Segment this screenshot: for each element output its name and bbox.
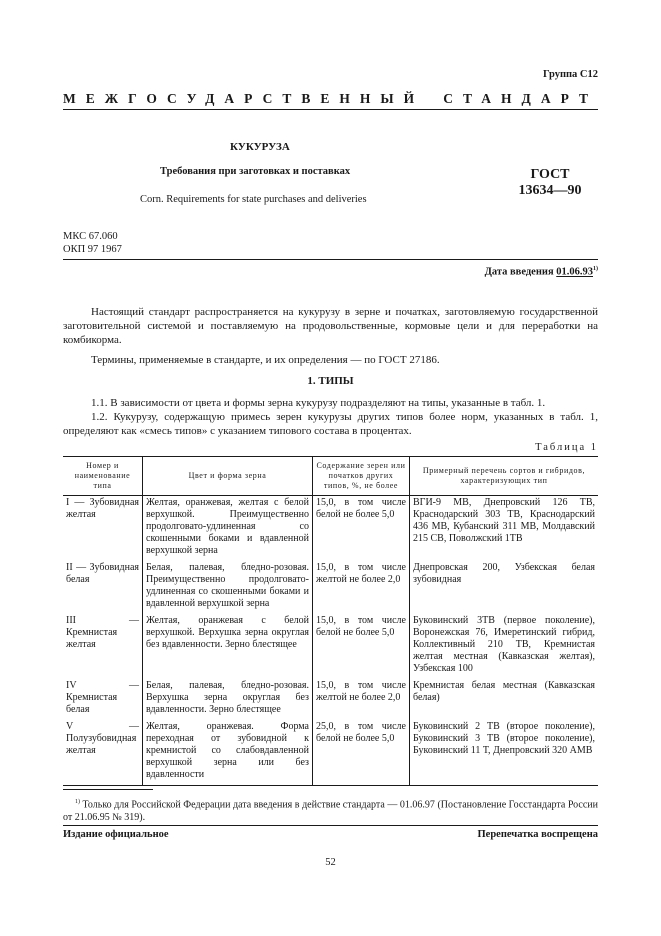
types-table (63, 456, 598, 786)
section-text (63, 396, 598, 438)
cell-varieties: Буковинский 2 ТВ (второе поколение), Буковинский 3 ТВ (второе поколение), Буковинский 11 Т, Днепровский 320 АМВ (410, 720, 599, 786)
classification-codes (63, 230, 122, 256)
cell-color: Белая, палевая, бледно-розовая. Верхушка зерна округлая без вдавленности. Зерно блестящее (143, 679, 313, 720)
cell-type: V — Полузубовидная желтая (63, 720, 143, 786)
footnote-text: Только для Российской Федерации дата введения в действие стандарта — 01.06.97 (Постановление Госстандарта России от 21.06.95 № 319). (63, 799, 598, 824)
date-value: 01.06.93 (556, 266, 593, 278)
codes-divider (63, 259, 598, 260)
date-footnote-mark: 1) (593, 266, 598, 272)
footnote-divider (63, 789, 153, 790)
header-content: Содержание зерен или початков других типов, %, не более (313, 457, 410, 496)
table-caption: Таблица 1 (535, 442, 598, 453)
cell-content: 15,0, в том числе желтой не более 2,0 (313, 561, 410, 614)
edition-label: Издание официальное (63, 829, 169, 840)
cell-type: II — Зубовидная белая (66, 562, 139, 585)
intro-paragraph-1: Настоящий стандарт распространяется на кукурузу в зерне и початках, заготовляемую государственной заготовительной системой и поставляемую на продовольственные, кормовые цели и для переработки на комбикорма. (63, 306, 598, 346)
header-divider (63, 109, 598, 110)
table-row (63, 496, 598, 562)
intro-text (63, 305, 598, 367)
english-title: Corn. Requirements for state purchases and deliveries (140, 194, 367, 205)
header-varieties: Примерный перечень сортов и гибридов, характеризующих тип (410, 457, 599, 496)
cell-content: 15,0, в том числе белой не более 5,0 (313, 614, 410, 679)
reprint-notice: Перепечатка воспрещена (477, 829, 598, 840)
table-row (63, 720, 598, 786)
cell-type: III — Кремнистая желтая (66, 615, 139, 650)
cell-color: Желтая, оранжевая с белой верхушкой. Верхушка зерна округлая без вдавленности. Зерно блестящее (143, 614, 313, 679)
clause-1-2: 1.2. Кукурузу, содержащую примесь зерен кукурузы других типов более норм, указанных в табл. 1, определяют как «смесь типов» с указанием типового состава в процентах. (63, 411, 598, 437)
cell-varieties: Буковинский 3ТВ (первое поколение), Воронежская 76, Имеретинский гибрид, Коллективный 210 ТВ, Кремнистая желтая местная (Кавказская желтая), Узбекская 100 (410, 614, 599, 679)
cell-varieties: ВГИ-9 МВ, Днепровский 126 ТВ, Краснодарский 303 ТВ, Краснодарский 436 МВ, Кубанский 311 МВ, Молдавский 215 СВ, Поволжский 1ТВ (410, 496, 599, 562)
cell-varieties: Днепровская 200, Узбекская белая зубовидная (410, 561, 599, 614)
table-row (63, 679, 598, 720)
cell-type: I — Зубовидная желтая (66, 497, 139, 520)
document-title: КУКУРУЗА (230, 141, 290, 153)
standard-type-word1: МЕЖГОСУДАРСТВЕННЫЙ (63, 91, 425, 106)
cell-content: 15,0, в том числе желтой не более 2,0 (313, 679, 410, 720)
table-header-row (63, 457, 598, 496)
effective-date (485, 266, 598, 278)
page-number: 52 (325, 857, 336, 868)
cell-varieties: Кремнистая белая местная (Кавказская белая) (410, 679, 599, 720)
gost-label: ГОСТ (530, 167, 570, 182)
footnote (63, 796, 598, 824)
cell-content: 15,0, в том числе белой не более 5,0 (313, 496, 410, 562)
gost-number: 13634—90 (518, 183, 582, 198)
table-row (63, 561, 598, 614)
cell-type: IV — Кремнистая белая (66, 680, 139, 715)
footer-divider (63, 825, 598, 826)
document-subtitle: Требования при заготовках и поставках (160, 166, 351, 177)
standard-type-word2: СТАНДАРТ (443, 91, 598, 106)
intro-paragraph-2: Термины, применяемые в стандарте, и их определения — по ГОСТ 27186. (91, 354, 440, 366)
cell-content: 25,0, в том числе белой не более 5,0 (313, 720, 410, 786)
cell-color: Желтая, оранжевая. Форма переходная от зубовидной к кремнистой со слабовдавленной верхушкой зерна или без вдавленности (143, 720, 313, 786)
footnote-mark: 1) (75, 799, 80, 805)
table-row (63, 614, 598, 679)
header-type: Номер и наименование типа (63, 457, 143, 496)
group-code: Группа С12 (542, 69, 598, 80)
cell-color: Желтая, оранжевая, желтая с белой верхушкой. Преимущественно продолговато-удлиненная со скошенными боками и вдавленной верхушкой зерна (143, 496, 313, 562)
mks-code: МКС 67.060 (63, 231, 118, 242)
okp-code: ОКП 97 1967 (63, 244, 122, 255)
cell-color: Белая, палевая, бледно-розовая. Преимущественно продолговато-удлиненная со скошенными боками и вдавленной верхушкой зерна (143, 561, 313, 614)
section-heading: 1. ТИПЫ (307, 375, 354, 387)
header-color: Цвет и форма зерна (143, 457, 313, 496)
date-label: Дата введения (484, 266, 554, 278)
clause-1-1: 1.1. В зависимости от цвета и формы зерна кукурузу подразделяют на типы, указанные в табл. 1. (91, 397, 546, 409)
